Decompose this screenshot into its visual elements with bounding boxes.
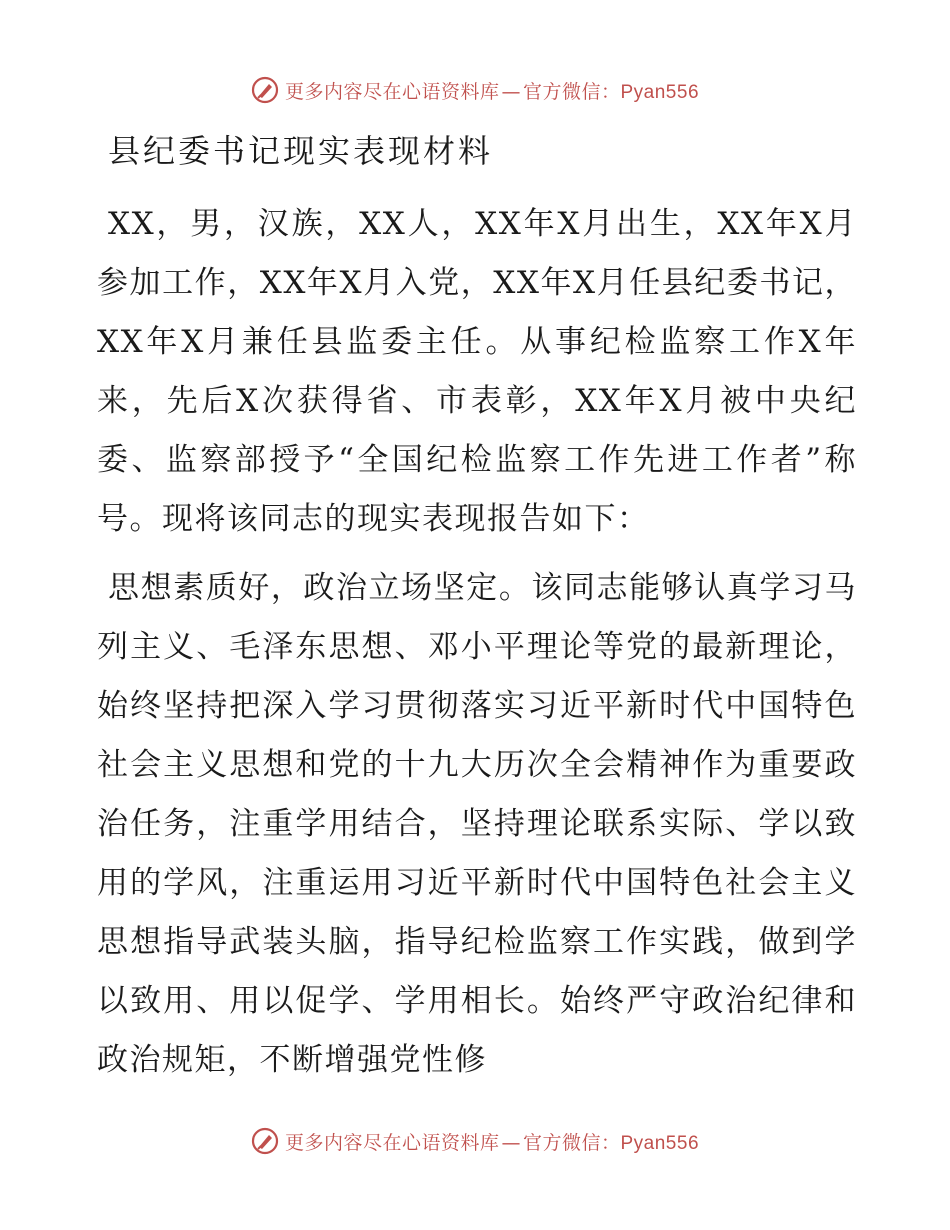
document-body [97, 195, 857, 1100]
quill-logo-icon [251, 1127, 279, 1155]
watermark-text: 更多内容尽在心语资料库 — 官方微信：Pyan556 [284, 80, 700, 103]
document-title: 县纪委书记现实表现材料 [108, 132, 494, 170]
watermark-header [0, 76, 950, 104]
watermark-footer [0, 1127, 950, 1155]
quill-logo-icon [251, 76, 279, 104]
paragraph-ideology: 思想素质好，政治立场坚定。该同志能够认真学习马列主义、毛泽东思想、邓小平理论等党的最新理论，始终坚持把深入学习贯彻落实习近平新时代中国特色社会主义思想和党的十九大历次全会精神作为重要政治任务，注重学用结合，坚持理论联系实际、学以致用的学风，注重运用习近平新时代中国特色社会主义思想指导武装头脑，指导纪检监察工作实践，做到学以致用、用以促学、学用相长。始终严守政治纪律和政治规矩，不断增强党性修 [97, 570, 857, 1078]
paragraph-intro: XX，男，汉族，XX人，XX年X月出生，XX年X月参加工作，XX年X月入党，XX年X月任县纪委书记，XX年X月兼任县监委主任。从事纪检监察工作X年来，先后X次获得省、市表彰，XX年X月被中央纪委、监察部授予“全国纪检监察工作先进工作者”称号。现将该同志的现实表现报告如下： [97, 206, 857, 537]
watermark-text: 更多内容尽在心语资料库 — 官方微信：Pyan556 [284, 1131, 700, 1154]
